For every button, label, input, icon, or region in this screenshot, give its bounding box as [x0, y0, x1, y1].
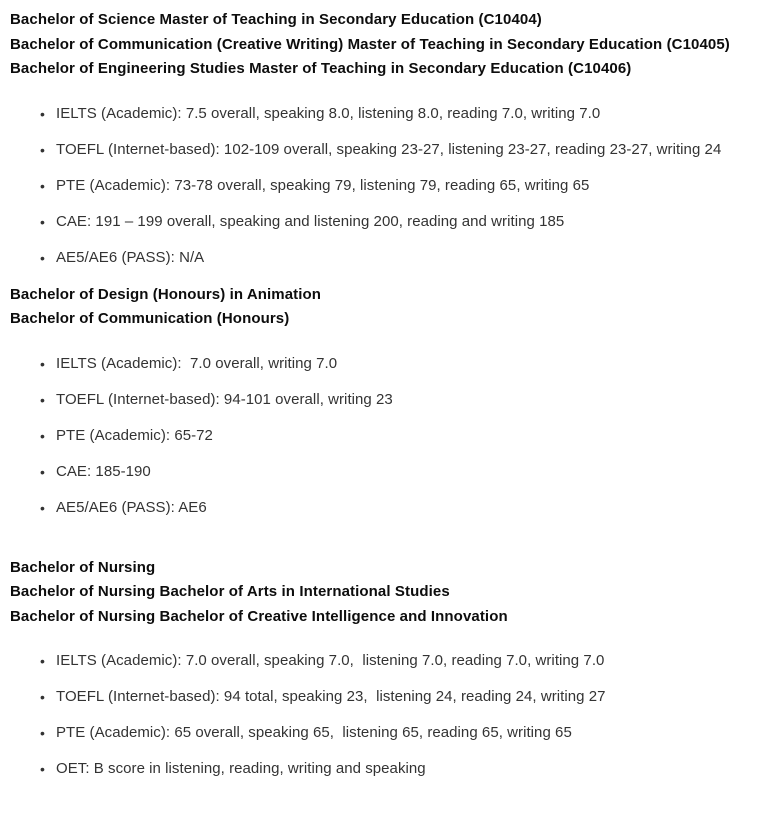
requirement-item: [10, 686, 772, 708]
course-title: Bachelor of Engineering Studies Master of Teaching in Secondary Education (C10406): [10, 60, 632, 77]
requirement-item: [10, 758, 772, 780]
requirement-text: IELTS (Academic): 7.5 overall, speaking 8.0, listening 8.0, reading 7.0, writing 7.0: [56, 104, 601, 122]
requirement-text: AE5/AE6 (PASS): N/A: [56, 248, 205, 266]
requirement-text: TOEFL (Internet-based): 94 total, speaking 23, listening 24, reading 24, writing 27: [56, 688, 606, 705]
course-section-2: [10, 283, 772, 519]
requirement-text: CAE: 191 – 199 overall, speaking and listening 200, reading and writing 185: [56, 212, 565, 230]
course-title: Bachelor of Design (Honours) in Animation: [10, 285, 322, 303]
requirement-text: PTE (Academic): 73-78 overall, speaking 79, listening 79, reading 65, writing 65: [56, 176, 590, 194]
requirements-list: [10, 629, 772, 780]
bullet-marker: •: [40, 653, 45, 669]
bullet-marker: •: [40, 499, 45, 516]
course-title: Bachelor of Communication (Honours): [10, 310, 290, 327]
course-title-group: [10, 8, 772, 82]
bullet-marker: •: [40, 355, 45, 372]
bullet-marker: •: [40, 463, 45, 480]
course-title: Bachelor of Nursing: [10, 558, 156, 576]
bullet-marker: •: [40, 427, 45, 444]
bullet-marker: •: [40, 689, 45, 705]
bullet-marker: •: [40, 761, 45, 777]
bullet-marker: •: [40, 213, 45, 230]
requirement-item: [10, 247, 772, 269]
requirement-text: PTE (Academic): 65 overall, speaking 65, listening 65, reading 65, writing 65: [56, 724, 572, 741]
course-title: Bachelor of Communication (Creative Writing) Master of Teaching in Secondary Education (C10405): [10, 35, 730, 53]
course-section-3: [10, 556, 772, 781]
requirement-item: [10, 353, 772, 375]
course-section-1: [10, 8, 772, 269]
requirement-text: TOEFL (Internet-based): 102-109 overall, speaking 23-27, listening 23-27, reading 23-27, writing 24: [56, 140, 722, 158]
requirement-text: OET: B score in listening, reading, writing and speaking: [56, 760, 426, 777]
requirement-item: [10, 425, 772, 447]
requirement-item: [10, 497, 772, 519]
requirement-text: IELTS (Academic): 7.0 overall, speaking 7.0, listening 7.0, reading 7.0, writing 7.0: [56, 652, 605, 669]
requirement-item: [10, 103, 772, 125]
requirement-text: PTE (Academic): 65-72: [56, 426, 213, 444]
bullet-marker: •: [40, 725, 45, 741]
requirement-item: [10, 139, 772, 161]
course-title: Bachelor of Science Master of Teaching in Secondary Education (C10404): [10, 11, 542, 28]
course-title-group: [10, 556, 772, 630]
requirement-text: CAE: 185-190: [56, 462, 151, 480]
requirement-text: IELTS (Academic): 7.0 overall, writing 7.0: [56, 354, 338, 372]
requirement-text: AE5/AE6 (PASS): AE6: [56, 498, 207, 516]
requirement-text: TOEFL (Internet-based): 94-101 overall, writing 23: [56, 390, 393, 408]
bullet-marker: •: [40, 249, 45, 266]
bullet-marker: •: [40, 141, 45, 158]
requirement-item: [10, 211, 772, 233]
requirement-item: [10, 650, 772, 672]
course-title: Bachelor of Nursing Bachelor of Creative Intelligence and Innovation: [10, 607, 508, 625]
bullet-marker: •: [40, 105, 45, 122]
requirements-list: [10, 332, 772, 519]
requirement-item: [10, 175, 772, 197]
bullet-marker: •: [40, 177, 45, 194]
requirement-item: [10, 461, 772, 483]
requirement-item: [10, 722, 772, 744]
course-title-group: [10, 283, 772, 332]
requirements-list: [10, 82, 772, 269]
requirement-item: [10, 389, 772, 411]
course-title: Bachelor of Nursing Bachelor of Arts in International Studies: [10, 583, 450, 600]
bullet-marker: •: [40, 391, 45, 408]
